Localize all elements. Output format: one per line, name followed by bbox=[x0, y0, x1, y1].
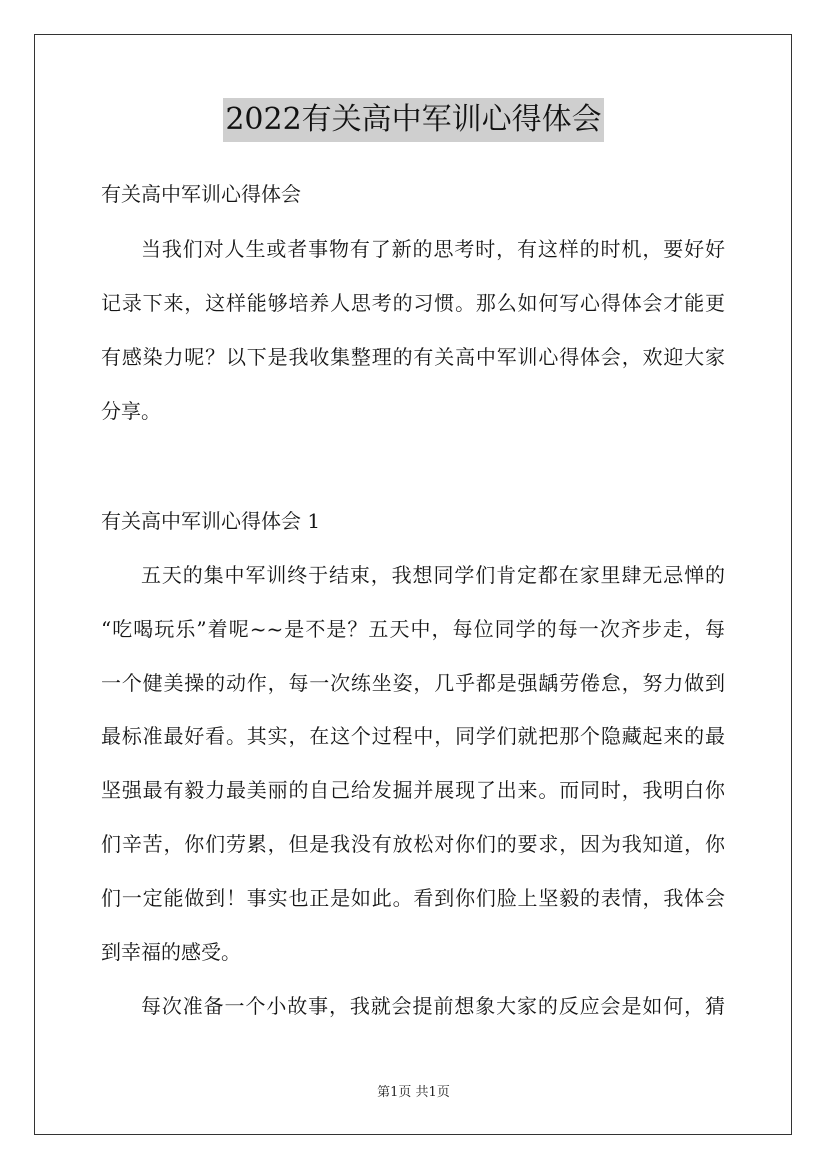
paragraph-line: 最标准最好看。其实，在这个过程中，同学们就把那个隐藏起来的最 bbox=[101, 724, 725, 748]
paragraph-line: 到幸福的感受。 bbox=[101, 940, 241, 964]
section-heading: 有关高中军训心得体会 1 bbox=[101, 509, 321, 533]
paragraph-line: 一个健美操的动作，每一次练坐姿，几乎都是强龋劳倦怠，努力做到 bbox=[101, 671, 725, 695]
paragraph-line: 们一定能做到！事实也正是如此。看到你们脸上坚毅的表情，我体会 bbox=[101, 886, 725, 910]
subheading: 有关高中军训心得体会 bbox=[101, 182, 301, 206]
paragraph-line: 记录下来，这样能够培养人思考的习惯。那么如何写心得体会才能更 bbox=[101, 291, 725, 315]
paragraph-line: “吃喝玩乐”着呢~~是不是？五天中，每位同学的每一次齐步走，每 bbox=[101, 617, 725, 641]
paragraph-line: 当我们对人生或者事物有了新的思考时，有这样的时机，要好好 bbox=[141, 237, 725, 261]
document-title: 2022有关高中军训心得体会 bbox=[223, 98, 603, 142]
paragraph-line: 五天的集中军训终于结束，我想同学们肯定都在家里肆无忌惮的 bbox=[141, 563, 725, 587]
paragraph-line: 有感染力呢？以下是我收集整理的有关高中军训心得体会，欢迎大家 bbox=[101, 345, 725, 369]
paragraph-line: 每次准备一个小故事，我就会提前想象大家的反应会是如何，猜 bbox=[141, 994, 725, 1018]
page-number-footer: 第1页 共1页 bbox=[377, 1085, 450, 1100]
paragraph-line: 分享。 bbox=[101, 399, 161, 423]
paragraph-line: 坚强最有毅力最美丽的自己给发掘并展现了出来。而同时，我明白你 bbox=[101, 778, 725, 802]
title-container bbox=[0, 98, 827, 142]
paragraph-line: 们辛苦，你们劳累，但是我没有放松对你们的要求，因为我知道，你 bbox=[101, 832, 725, 856]
